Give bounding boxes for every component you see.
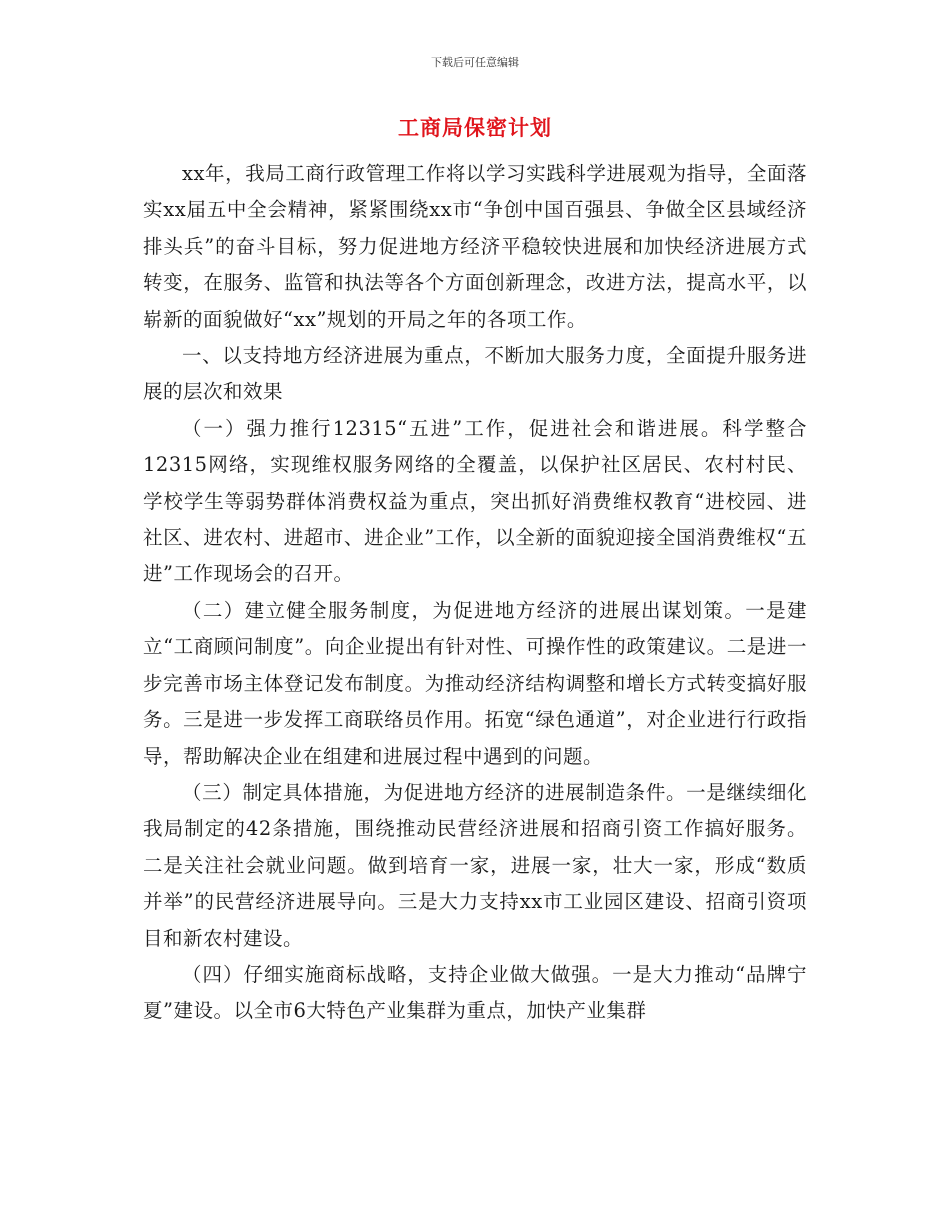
paragraph-item-4: （四）仔细实施商标战略，支持企业做大做强。一是大力推动“品牌宁夏”建设。以全市6大特色产业集群为重点，加快产业集群	[143, 962, 807, 1023]
paragraph-item-1: （一）强力推行12315“五进”工作，促进社会和谐进展。科学整合12315网络，实现维权服务网络的全覆盖，以保护社区居民、农村村民、学校学生等弱势群体消费权益为重点，突出抓好消费维权教育“进校园、进社区、进农村、进超市、进企业”工作，以全新的面貌迎接全国消费维权“五进”工作现场会的召开。	[143, 416, 807, 586]
page-header-note: 下载后可任意编辑	[431, 56, 519, 69]
document-title: 工商局保密计划	[398, 116, 552, 140]
paragraph-intro: xx年，我局工商行政管理工作将以学习实践科学进展观为指导，全面落实xx届五中全会精神，紧紧围绕xx市“争创中国百强县、争做全区县域经济排头兵”的奋斗目标，努力促进地方经济平稳较快进展和加快经济进展方式转变，在服务、监管和执法等各个方面创新理念，改进方法，提高水平，以崭新的面貌做好“xx”规划的开局之年的各项工作。	[143, 162, 807, 331]
paragraph-item-2: （二）建立健全服务制度，为促进地方经济的进展出谋划策。一是建立“工商顾问制度”。向企业提出有针对性、可操作性的政策建议。二是进一步完善市场主体登记发布制度。为推动经济结构调整和增长方式转变搞好服务。三是进一步发挥工商联络员作用。拓宽“绿色通道”，对企业进行行政指导，帮助解决企业在组建和进展过程中遇到的问题。	[143, 598, 807, 768]
document-body	[143, 156, 807, 1030]
paragraph-item-3: （三）制定具体措施，为促进地方经济的进展制造条件。一是继续细化我局制定的42条措施，围绕推动民营经济进展和招商引资工作搞好服务。二是关注社会就业问题。做到培育一家，进展一家，壮大一家，形成“数质并举”的民营经济进展导向。三是大力支持xx市工业园区建设、招商引资项目和新农村建设。	[143, 780, 807, 950]
section-heading-1: 一、以支持地方经济进展为重点，不断加大服务力度，全面提升服务进展的层次和效果	[143, 344, 807, 404]
